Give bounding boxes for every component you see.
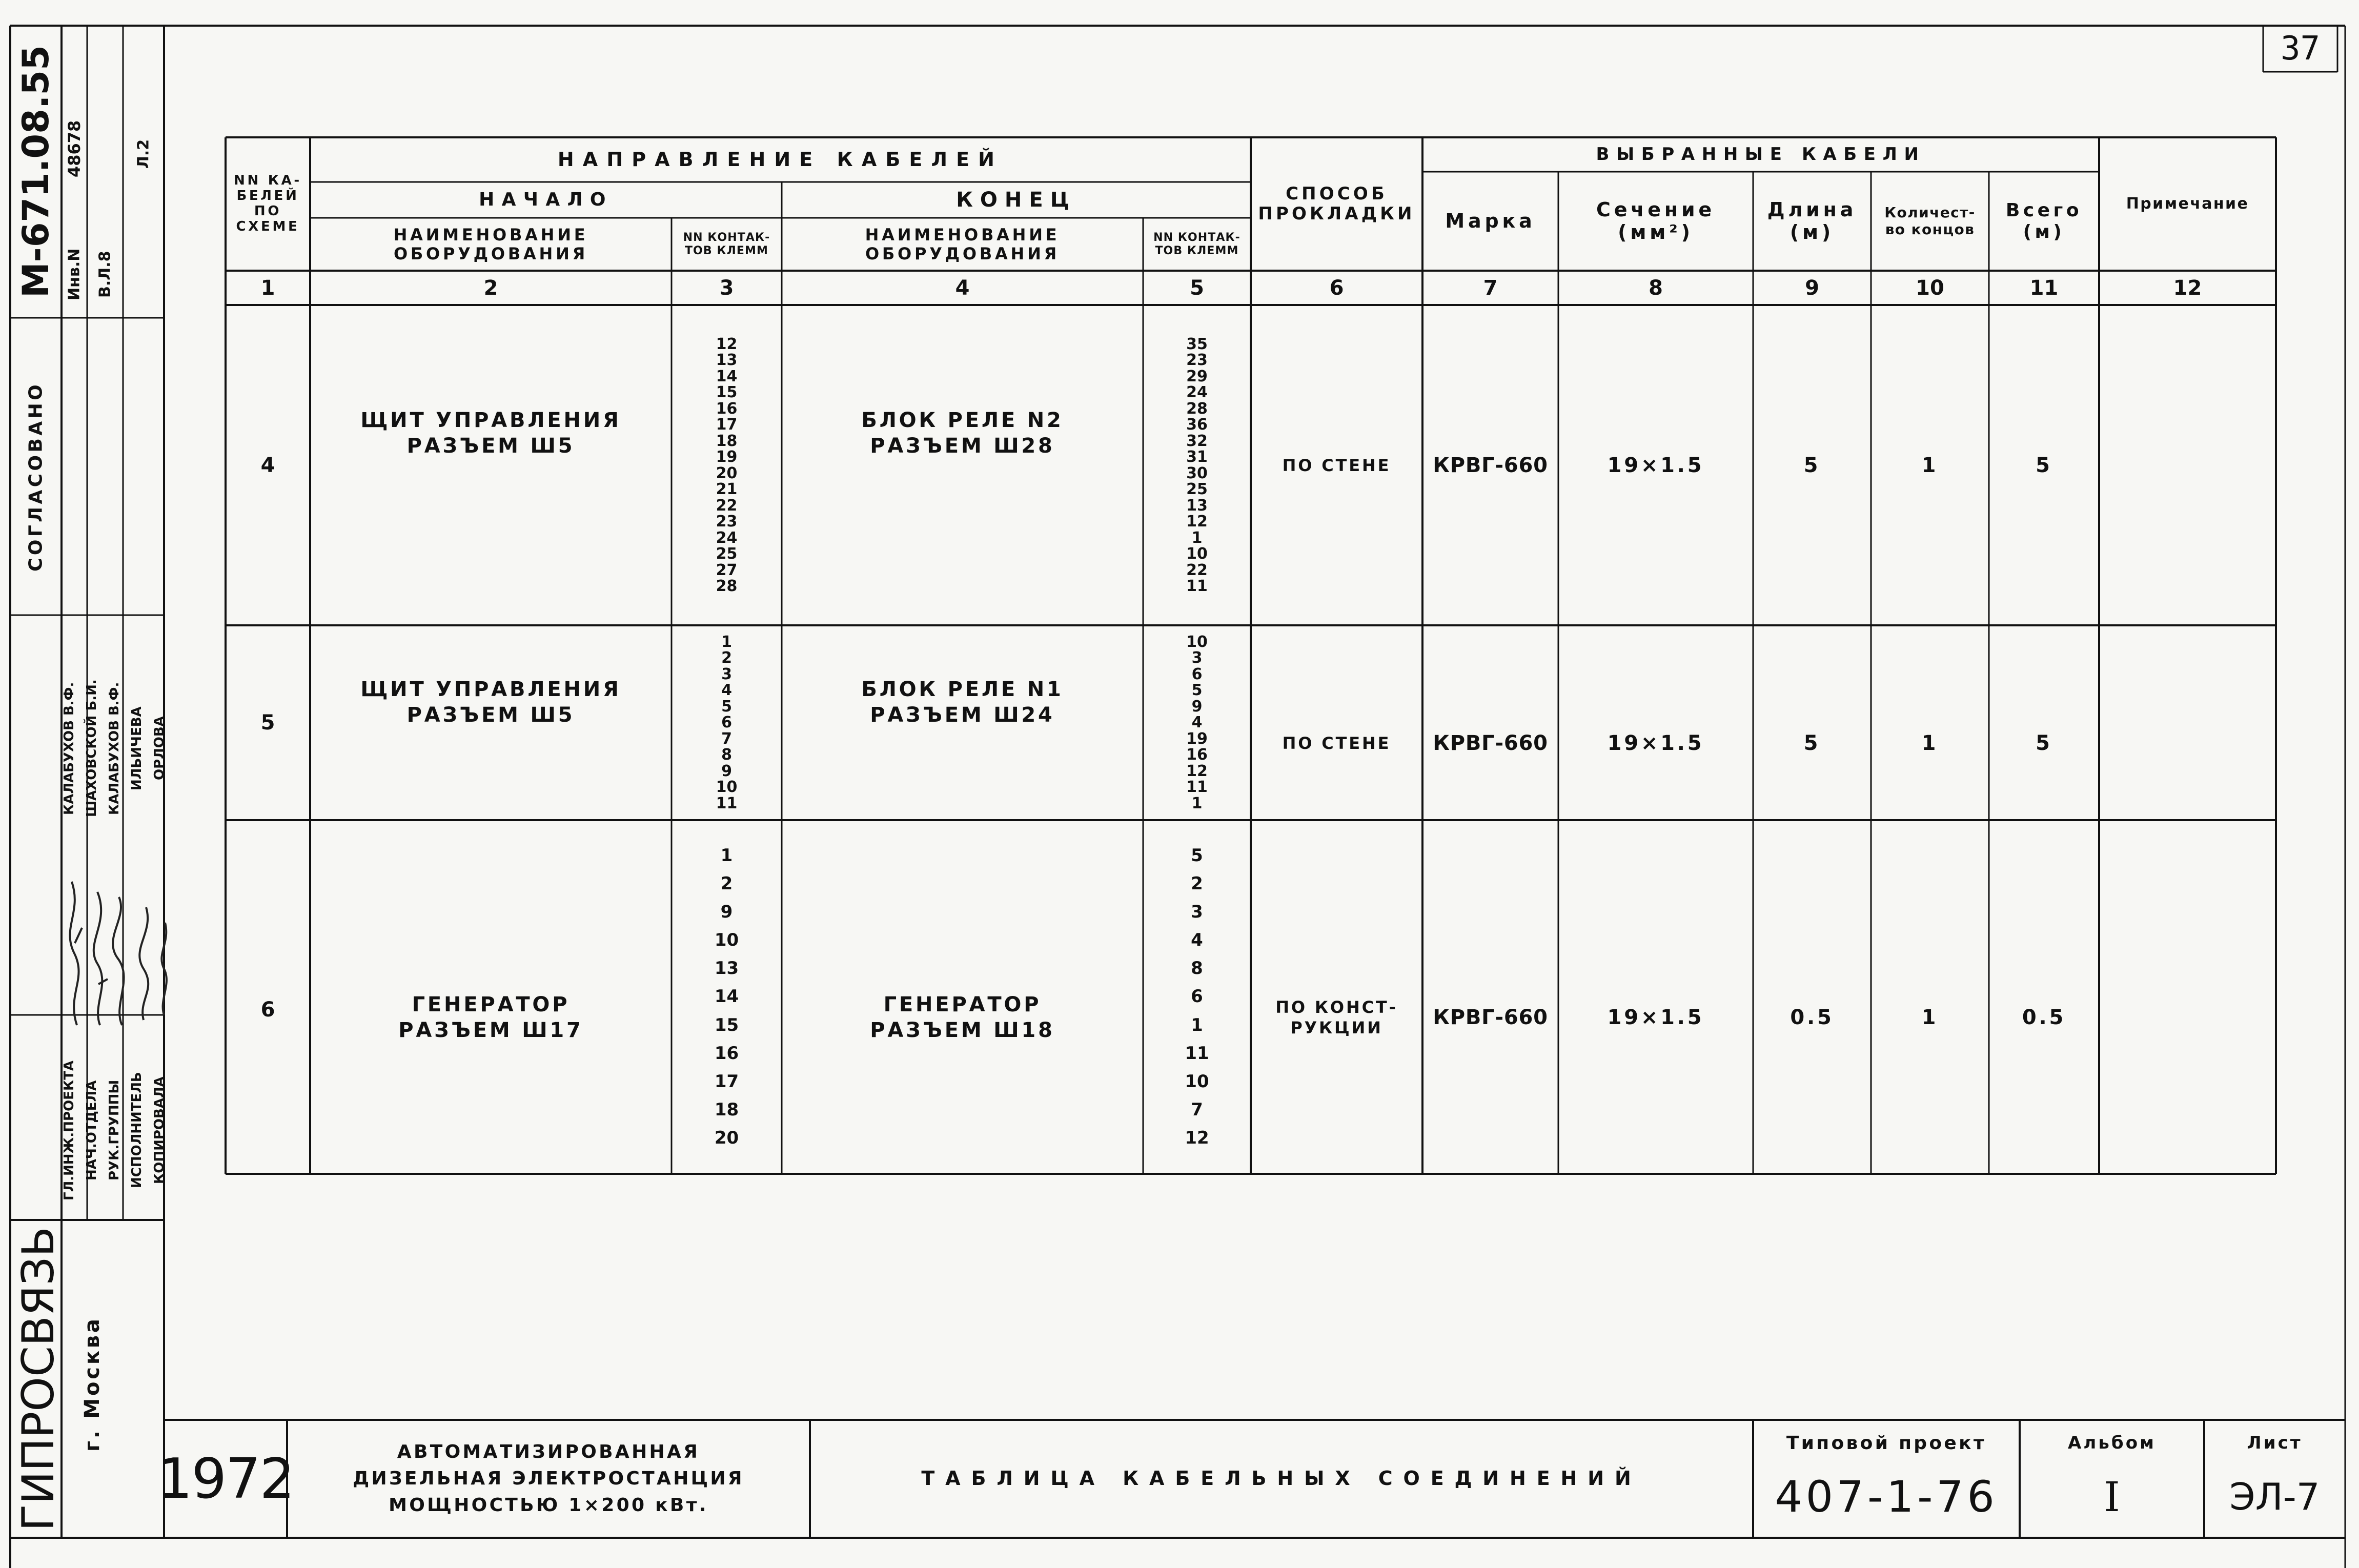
total-length: 5 [2036,731,2052,755]
cable-section: 19×1.5 [1607,731,1704,755]
header-start-terminals: NN КОНТАК- ТОВ КЛЕММ [683,231,770,257]
notes [2099,625,2276,820]
title-block-drawing-title: ТАБЛИЦА КАБЕЛЬНЫХ СОЕДИНЕНИЙ [921,1467,1642,1490]
title-block-sheet-label: Лист [2247,1432,2303,1453]
colnum-6: 6 [1329,276,1344,300]
cable-length: 5 [1803,453,1821,477]
end-terminals: 10 3 6 5 9 4 19 16 12 11 1 [1186,633,1208,812]
ends-count: 1 [1921,731,1939,755]
colnum-12: 12 [2173,276,2202,300]
name-2: ШАХОВСКОЙ Б.И. [84,679,99,818]
end-terminals: 35 23 29 24 28 36 32 31 30 25 13 12 1 10 22 11 [1186,335,1208,595]
title-block-year: 1972 [157,1447,294,1511]
header-ends-count: Количест- во концов [1884,204,1976,238]
laying-method: ПО КОНСТ- РУКЦИИ [1275,997,1398,1037]
start-equipment: ЩИТ УПРАВЛЕНИЯ РАЗЪЕМ Ш5 [360,678,621,727]
start-equipment: ЩИТ УПРАВЛЕНИЯ РАЗЪЕМ Ш5 [360,409,621,458]
cable-no: 5 [260,711,275,735]
title-block-project-label: Типовой проект [1786,1432,1987,1454]
laying-method: ПО СТЕНЕ [1282,734,1391,753]
header-end-terminals: NN КОНТАК- ТОВ КЛЕММ [1153,231,1240,257]
start-terminals: 1 2 3 4 5 6 7 8 9 10 11 [716,633,738,812]
cable-length: 5 [1803,731,1821,755]
cable-section: 19×1.5 [1607,1006,1704,1029]
colnum-7: 7 [1483,276,1498,300]
cable-section: 19×1.5 [1607,453,1704,477]
notes [2099,820,2276,1174]
name-3: КАЛАБУХОВ В.Ф. [107,682,122,815]
cable-no: 6 [260,998,275,1022]
end-equipment: БЛОК РЕЛЕ N2 РАЗЪЕМ Ш28 [861,409,1064,458]
header-laying-method: СПОСОБ ПРОКЛАДКИ [1258,183,1415,224]
colnum-9: 9 [1805,276,1819,300]
names-column [62,651,174,846]
end-equipment: БЛОК РЕЛЕ N1 РАЗЪЕМ Ш24 [861,678,1064,727]
header-end: КОНЕЦ [956,188,1076,212]
notes [2099,305,2276,625]
header-notes: Примечание [2126,194,2249,213]
cable-no: 4 [260,453,275,477]
header-total: Всего (м) [2005,200,2083,242]
colnum-8: 8 [1649,276,1663,300]
inventory-label: Инв.N [65,248,84,300]
colnum-11: 11 [2029,276,2059,300]
page-number: 37 [2280,30,2321,68]
ends-count: 1 [1921,453,1939,477]
role-chief-engineer: ГЛ.ИНЖ.ПРОЕКТА [62,1060,77,1200]
laying-method: ПО СТЕНЕ [1282,455,1391,475]
agreed-label: СОГЛАСОВАНО [25,381,47,572]
title-block-object: АВТОМАТИЗИРОВАННАЯ ДИЗЕЛЬНАЯ ЭЛЕКТРОСТАНЦИЯ МОЩНОСТЬЮ 1×200 кВт. [353,1441,744,1516]
end-terminals: 5 2 3 4 8 6 1 11 10 7 12 [1185,845,1209,1148]
cable-brand: КРВГ-660 [1433,453,1548,477]
colnum-5: 5 [1190,276,1204,300]
header-length: Длина (м) [1767,198,1857,243]
role-group-lead: РУК.ГРУППЫ [107,1080,122,1181]
colnum-1: 1 [260,276,275,300]
total-length: 5 [2036,453,2052,477]
sheet-ref: Л.2 [134,139,153,169]
header-selected-cables: ВЫБРАННЫЕ КАБЕЛИ [1596,144,1926,165]
colnum-2: 2 [483,276,498,300]
title-block-album-no: I [2104,1473,2120,1521]
name-5: ОРЛОВА [152,716,167,781]
colnum-3: 3 [719,276,734,300]
header-end-equipment: НАИМЕНОВАНИЕ ОБОРУДОВАНИЯ [865,225,1060,263]
name-1: КАЛАБУХОВ В.Ф. [62,682,77,815]
role-copier: КОПИРОВАЛА [152,1076,167,1184]
header-section: Сечение (мм²) [1596,198,1716,243]
inventory-number: 48678 [65,120,84,177]
header-start: НАЧАЛО [479,189,613,211]
end-equipment: ГЕНЕРАТОР РАЗЪЕМ Ш18 [870,993,1055,1042]
city-name: г. Москва [80,1316,104,1452]
start-terminals: 1 2 9 10 13 14 15 16 17 18 20 [714,845,739,1148]
title-block-project-no: 407-1-76 [1775,1472,1998,1522]
start-equipment: ГЕНЕРАТОР РАЗЪЕМ Ш17 [398,993,583,1042]
role-dept-head: НАЧ.ОТДЕЛА [84,1080,99,1180]
cable-length: 0.5 [1790,1006,1834,1029]
doc-code: М-671.08.55 [15,45,57,298]
colnum-4: 4 [955,276,970,300]
header-brand: Марка [1445,209,1536,232]
header-cable-no: NN КА- БЕЛЕЙ ПО СХЕМЕ [234,173,302,234]
colnum-10: 10 [1916,276,1944,300]
left-margin-stamp [10,26,167,1538]
title-block-album-label: Альбом [2067,1432,2157,1453]
cable-brand: КРВГ-660 [1433,1006,1548,1029]
header-direction: НАПРАВЛЕНИЕ КАБЕЛЕЙ [557,148,1004,171]
name-4: ИЛЬИЧЕВА [129,706,145,790]
organization-name: ГИПРОСВЯЗЬ [13,1227,64,1531]
role-executor: ИСПОЛНИТЕЛЬ [129,1072,145,1189]
sheet-label: В.Л.8 [96,251,114,298]
cable-brand: КРВГ-660 [1433,731,1548,755]
roles-column [62,1020,174,1240]
header-start-equipment: НАИМЕНОВАНИЕ ОБОРУДОВАНИЯ [393,225,588,263]
signatures [62,851,174,1035]
start-terminals: 12 13 14 15 16 17 18 19 20 21 22 23 24 25 27 28 [716,335,738,595]
total-length: 0.5 [2022,1006,2066,1029]
title-block-sheet-no: ЭЛ-7 [2229,1475,2320,1518]
ends-count: 1 [1921,1006,1939,1029]
